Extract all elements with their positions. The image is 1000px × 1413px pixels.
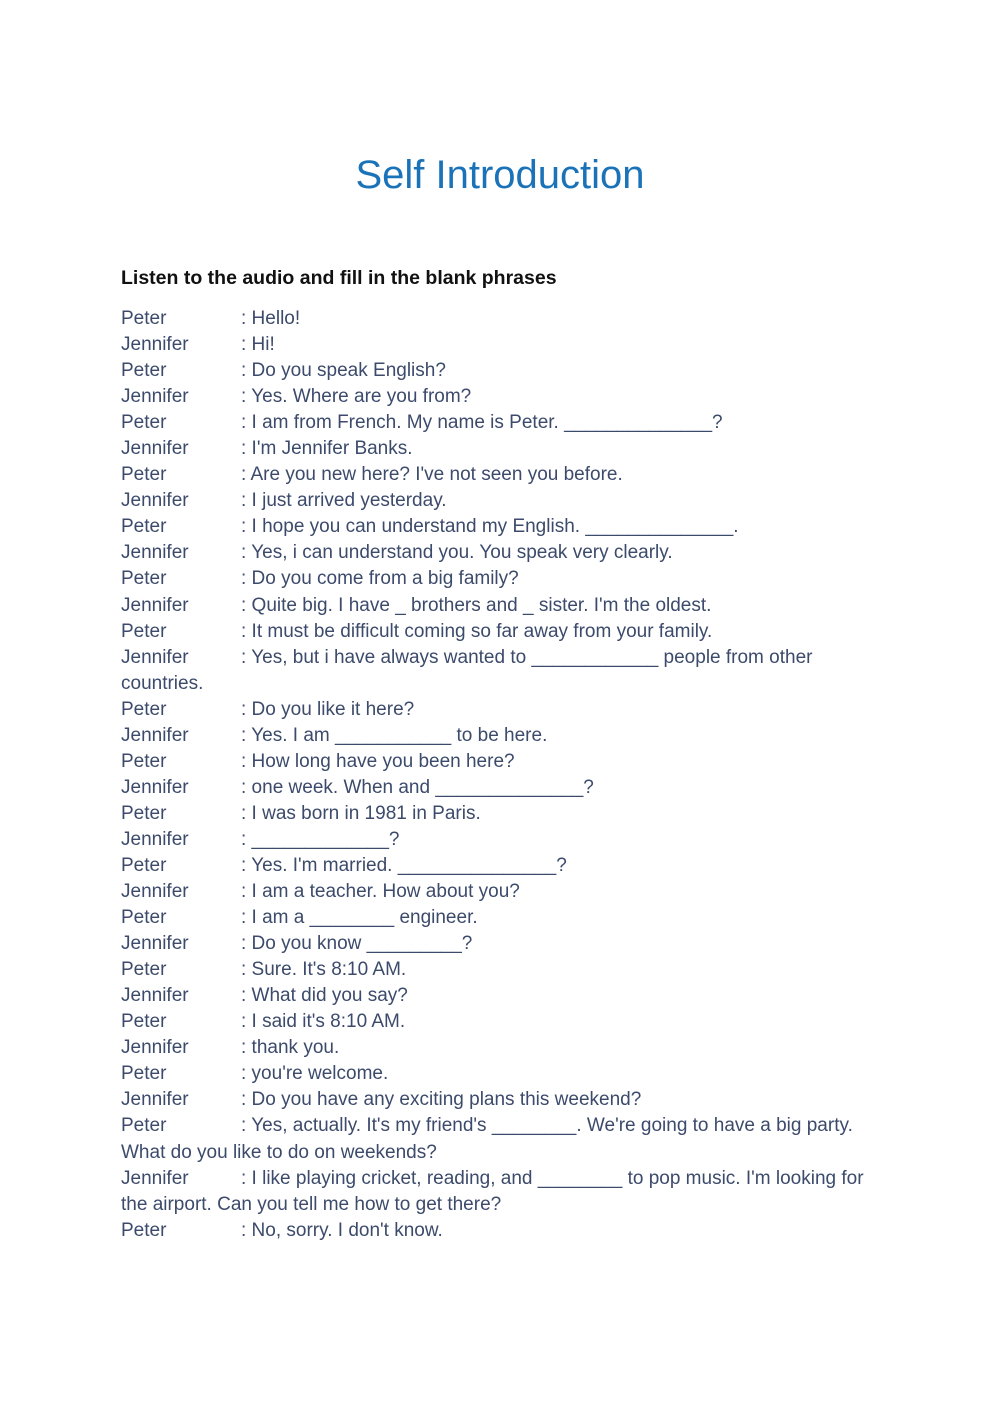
dialogue-line [121, 332, 881, 358]
dialogue-line [121, 1061, 881, 1087]
dialogue-text: : one week. When and ______________? [241, 776, 594, 798]
dialogue-text: : Yes, i can understand you. You speak very clearly. [241, 542, 673, 564]
dialogue-line [121, 358, 881, 384]
dialogue-text: : I am from French. My name is Peter. ______________? [241, 412, 723, 434]
speaker-name: Jennifer [121, 1167, 189, 1189]
speaker-name: Peter [121, 907, 167, 929]
dialogue-list [121, 306, 881, 1244]
dialogue-line [121, 853, 881, 879]
dialogue-line [121, 697, 881, 723]
speaker-name: Peter [121, 1011, 167, 1033]
dialogue-text: : Do you know _________? [241, 933, 473, 955]
dialogue-line [121, 384, 881, 410]
dialogue-text: : I just arrived yesterday. [241, 490, 447, 512]
speaker-name: Peter [121, 802, 167, 824]
instruction-heading: Listen to the audio and fill in the blank phrases [121, 267, 557, 289]
dialogue-text: : It must be difficult coming so far away from your family. [241, 620, 713, 642]
dialogue-line [121, 879, 881, 905]
dialogue-line [121, 957, 881, 983]
speaker-name: Jennifer [121, 776, 189, 798]
dialogue-line [121, 983, 881, 1009]
speaker-name: Peter [121, 360, 167, 382]
speaker-name: Peter [121, 464, 167, 486]
page-title: Self Introduction [355, 152, 645, 197]
dialogue-line [121, 619, 881, 645]
dialogue-text: : Yes. I am ___________ to be here. [241, 724, 548, 746]
speaker-name: Peter [121, 1219, 167, 1241]
dialogue-text: : I like playing cricket, reading, and ________ to pop music. I'm looking for the airport. Can you tell me how to get there? [121, 1167, 864, 1215]
dialogue-text: : I said it's 8:10 AM. [241, 1011, 406, 1033]
speaker-name: Jennifer [121, 334, 189, 356]
speaker-name: Peter [121, 620, 167, 642]
dialogue-text: : I'm Jennifer Banks. [241, 438, 413, 460]
dialogue-line [121, 827, 881, 853]
dialogue-line [121, 1166, 881, 1218]
dialogue-line [121, 540, 881, 566]
dialogue-text: : you're welcome. [241, 1063, 389, 1085]
dialogue-line [121, 1113, 881, 1165]
speaker-name: Peter [121, 568, 167, 590]
dialogue-text: : Yes, but i have always wanted to ____________ people from other countries. [121, 646, 813, 694]
dialogue-text: : How long have you been here? [241, 750, 515, 772]
speaker-name: Jennifer [121, 386, 189, 408]
dialogue-text: : I hope you can understand my English. ______________. [241, 516, 739, 538]
dialogue-text: : Do you have any exciting plans this weekend? [241, 1089, 642, 1111]
dialogue-text: : _____________? [241, 828, 400, 850]
dialogue-line [121, 1009, 881, 1035]
dialogue-text: : Are you new here? I've not seen you before. [241, 464, 623, 486]
speaker-name: Peter [121, 412, 167, 434]
dialogue-line [121, 488, 881, 514]
dialogue-text: : Sure. It's 8:10 AM. [241, 959, 407, 981]
speaker-name: Jennifer [121, 881, 189, 903]
dialogue-line [121, 775, 881, 801]
dialogue-line [121, 801, 881, 827]
dialogue-line [121, 566, 881, 592]
speaker-name: Jennifer [121, 724, 189, 746]
speaker-name: Jennifer [121, 646, 189, 668]
dialogue-line [121, 462, 881, 488]
dialogue-text: : What did you say? [241, 985, 408, 1007]
speaker-name: Peter [121, 1115, 167, 1137]
dialogue-text: : Yes. I'm married. _______________? [241, 854, 567, 876]
dialogue-line [121, 1218, 881, 1244]
speaker-name: Peter [121, 698, 167, 720]
dialogue-line [121, 931, 881, 957]
dialogue-line [121, 410, 881, 436]
speaker-name: Peter [121, 750, 167, 772]
dialogue-text: : thank you. [241, 1037, 340, 1059]
dialogue-line [121, 905, 881, 931]
speaker-name: Peter [121, 854, 167, 876]
dialogue-text: : Yes. Where are you from? [241, 386, 472, 408]
dialogue-text: : Yes, actually. It's my friend's ________. We're going to have a big party. What do you like to do on weekends? [121, 1115, 853, 1163]
speaker-name: Jennifer [121, 828, 189, 850]
dialogue-text: : Do you come from a big family? [241, 568, 519, 590]
speaker-name: Jennifer [121, 438, 189, 460]
speaker-name: Jennifer [121, 1089, 189, 1111]
dialogue-text: : Hello! [241, 308, 301, 329]
dialogue-line [121, 306, 881, 332]
dialogue-text: : Do you speak English? [241, 360, 446, 382]
speaker-name: Jennifer [121, 594, 189, 616]
speaker-name: Peter [121, 959, 167, 981]
dialogue-text: : Quite big. I have _ brothers and _ sister. I'm the oldest. [241, 594, 712, 616]
dialogue-text: : I am a ________ engineer. [241, 907, 478, 929]
dialogue-text: : Hi! [241, 334, 275, 356]
dialogue-text: : I am a teacher. How about you? [241, 881, 520, 903]
dialogue-line [121, 1035, 881, 1061]
dialogue-text: : No, sorry. I don't know. [241, 1219, 443, 1241]
speaker-name: Peter [121, 308, 167, 329]
speaker-name: Peter [121, 516, 167, 538]
dialogue-text: : Do you like it here? [241, 698, 415, 720]
speaker-name: Jennifer [121, 1037, 189, 1059]
dialogue-line [121, 514, 881, 540]
dialogue-line [121, 593, 881, 619]
dialogue-line [121, 749, 881, 775]
speaker-name: Jennifer [121, 933, 189, 955]
dialogue-line [121, 436, 881, 462]
dialogue-line [121, 723, 881, 749]
speaker-name: Jennifer [121, 490, 189, 512]
dialogue-line [121, 1087, 881, 1113]
speaker-name: Jennifer [121, 985, 189, 1007]
speaker-name: Jennifer [121, 542, 189, 564]
dialogue-text: : I was born in 1981 in Paris. [241, 802, 481, 824]
speaker-name: Peter [121, 1063, 167, 1085]
dialogue-line [121, 645, 881, 697]
